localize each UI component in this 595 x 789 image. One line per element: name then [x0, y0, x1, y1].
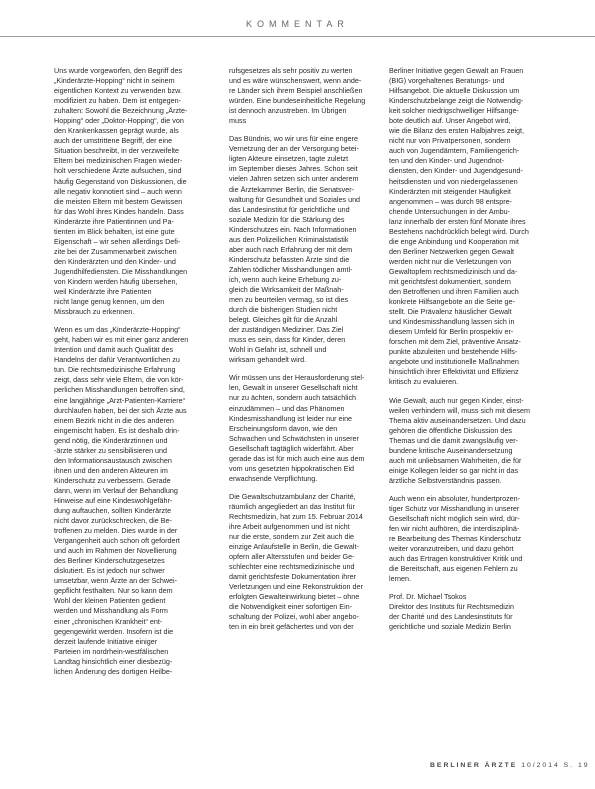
text-line: keit solcher niedrigschwelliger Hilfsange- [389, 106, 519, 116]
text-line: gerade das ist für mich auch eine aus dem [229, 453, 365, 463]
text-line: und auch im Rahmen der Novellierung [54, 546, 177, 556]
text-line: Eltern bei medizinischen Fragen wieder- [54, 156, 183, 166]
text-line: ihre Arbeit aufgenommen und ist nicht [229, 522, 350, 532]
text-line: Berliner Initiative gegen Gewalt an Frauen [389, 66, 524, 75]
text-line: lichen Änderung des dortigen Heilbe- [54, 666, 173, 676]
text-line: Wohl in Gefahr ist, schnell und [229, 345, 327, 355]
text-line: nur zu ächten, sondern auch tatsächlich [229, 393, 357, 403]
text-line: troffenen zu melden. Dies wurde in der [54, 526, 178, 536]
text-line: Kinderschutzbelange zeigt die Notwendig- [389, 96, 524, 106]
author-affiliation-line: der Charité und des Landesinstituts für [389, 612, 513, 622]
text-line: holt verschiedene Ärzte aufsuchen, sind [54, 166, 182, 176]
text-line: tun. Die rechtsmedizinische Erfahrung [54, 365, 176, 375]
text-line: angebote und institutionelle Maßnahmen [389, 357, 519, 367]
text-line: Vergangenheit auch schon oft gefordert [54, 536, 180, 546]
text-line: den Informationsaustausch zwischen [54, 455, 172, 465]
text-line: muss [229, 116, 247, 126]
text-line: (BIG) vorgehaltenes Beratungs- und [389, 76, 505, 86]
text-line: von Kindern werden häufig übersehen, [54, 276, 178, 286]
text-line: Thema aktiv auseinandersetzen. Und dazu [389, 415, 526, 425]
text-line: kritisch zu evaluieren. [389, 377, 459, 387]
text-line: gend nötig, die Kinderärztinnen und [54, 435, 168, 445]
text-line: nicht lange genug kennen, um den [54, 297, 165, 307]
publication-title: BERLINER ÄRZTE [430, 762, 518, 769]
author-affiliation-line: gerichtliche und soziale Medizin Berlin [389, 622, 511, 632]
text-line: belegt. Gleiches gilt für die Anzahl [229, 315, 338, 325]
text-line: Auch wenn ein absoluter, hundertprozen- [389, 493, 521, 503]
text-line: ligten Akteure einsetzen, tagte zuletzt [229, 154, 349, 164]
text-line: geht, haben wir es mit einer ganz anderen [54, 335, 189, 345]
paragraph [389, 494, 549, 584]
text-line: weiter voranzutreiben, und dazu gehört [389, 544, 514, 554]
text-line: würden. Eine bundeseinheitliche Regelung [229, 96, 366, 106]
text-line: durch die bisherigen Studien nicht [229, 305, 338, 315]
text-line: Kindesmisshandlung ist leider nur eine [229, 413, 353, 423]
column-1 [54, 66, 212, 685]
text-line: alle negativ konnotiert sind – auch wenn [54, 186, 182, 196]
text-line: eingemischt haben. Es ist deshalb drin- [54, 425, 180, 435]
text-line: die Notwendigkeit einer sofortigen Ein- [229, 602, 353, 612]
text-line: Missbrauch zu erkennen. [54, 307, 135, 317]
author-affiliation-line: Direktor des Instituts für Rechtsmedizin [389, 602, 515, 612]
author-name: Prof. Dr. Michael Tsokos [389, 592, 467, 602]
text-line: erfolgten Gewalteinwirkung bietet – ohne [229, 592, 360, 602]
text-line: schaltung der Polizei, wohl aber angebo- [229, 612, 359, 622]
text-line: soziale Medizin für die Stärkung des [229, 214, 345, 224]
text-line: umsetzbar, wenn Ärzte an der Schwei- [54, 576, 178, 586]
text-line: und es wäre wünschenswert, wenn ande- [229, 76, 362, 86]
text-line: Uns wurde vorgeworfen, den Begriff des [54, 66, 183, 75]
text-line: die Bereitschaft, aus eigenen Fehlern zu [389, 564, 518, 574]
text-line: nicht davor zurückschrecken, die Be- [54, 516, 172, 526]
text-line: des Berliner Kinderschutzgesetzes [54, 556, 165, 566]
text-line: -ärzte stärker zu sensibilisieren und [54, 445, 168, 455]
text-line: Gesellschaft tagtäglich widerfährt. Aber [229, 443, 354, 453]
text-line: men zu beurteilen vermag, so ist dies [229, 295, 349, 305]
text-line: Wenn es um das „Kinderärzte-Hopping“ [54, 325, 181, 335]
text-line: einige Kollegen leider so gar nicht in das [389, 465, 519, 475]
text-line: einem Bezirk nicht in die des anderen [54, 415, 174, 425]
text-line: Eigenschaft – wir sehen allerdings Defi- [54, 236, 181, 246]
text-line: das Landesinstitut für gerichtliche und [229, 204, 350, 214]
column-2 [229, 66, 387, 641]
text-line: weilen verhindern will, muss sich mit diesem [389, 405, 531, 415]
text-line: heitsdiensten und von niedergelassenen [389, 176, 518, 186]
author-block [389, 592, 549, 632]
text-line: gehören die öffentliche Diskussion des [389, 425, 512, 435]
text-line: Zahlen tödlicher Misshandlungen amtl- [229, 264, 353, 274]
text-line: werden und Misshandlung als Form [54, 606, 168, 616]
text-line: zite bei der Zusammenarbeit zwischen [54, 246, 177, 256]
text-line: Rechtsmedizin, hat zum 15. Februar 2014 [229, 511, 363, 521]
text-line: auch das Ertragen konstruktiver Kritik und [389, 554, 523, 564]
text-line: den Krankenkassen geprägt wurde, als [54, 126, 179, 136]
paragraph [389, 66, 549, 388]
text-line: gegengewirkt werden. Insofern ist die [54, 626, 174, 636]
text-line: für das Wohl ihres Kindes handeln. Dass [54, 206, 184, 216]
text-line: ist dennoch anzustreben. Im Übrigen [229, 106, 347, 116]
text-line: die meisten Eltern mit bestem Gewissen [54, 196, 183, 206]
text-line: Kinderärzte ihre Patientinnen und Pa- [54, 216, 174, 226]
text-line: der zuständigen Mediziner. Das Ziel [229, 325, 344, 335]
text-line: vielen Jahren setzen sich unter anderem [229, 174, 359, 184]
text-line: Handelns der dafür Verantwortlichen zu [54, 355, 180, 365]
text-line: dann, wenn im Verlauf der Behandlung [54, 485, 178, 495]
text-line: ten in ein breit gefächertes und von der [229, 622, 354, 632]
text-line: auch der umstrittene Begriff, der eine [54, 136, 173, 146]
text-line: damit gerichtsfeste Dokumentation ihrer [229, 572, 357, 582]
text-line: Gewaltopfern rechtsmedizinisch und da- [389, 266, 518, 276]
text-line: fen wir nicht aufhören, die interdisziplinä- [389, 524, 520, 534]
text-line: Themas und die damit zwangsläufig ver- [389, 435, 519, 445]
text-line: auch von Jugendämtern, Familiengerich- [389, 146, 520, 156]
text-line: häufig Gegenstand von Diskussionen, die [54, 176, 187, 186]
text-line: die enge Anbindung und Kooperation mit [389, 236, 519, 246]
text-line: punkte abzuleiten und bestehende Hilfs- [389, 347, 518, 357]
text-line: einer „chronischen Krankheit“ ent- [54, 616, 163, 626]
text-line: Landtag hinsichtlich einer diesbezüg- [54, 656, 173, 666]
paragraph [229, 373, 387, 484]
text-line: zeigt, dass sehr viele Eltern, die von kör- [54, 375, 184, 385]
text-line: und Kindesmisshandlung lassen sich in [389, 317, 515, 327]
text-line: nicht nur von Privatpersonen, sondern [389, 136, 511, 146]
text-line: wirksam gehandelt wird. [229, 355, 307, 365]
text-line: modifiziert zu haben. Dem ist entgegen- [54, 96, 182, 106]
text-line: Schwachen und Schwächsten in unserer [229, 433, 359, 443]
text-line: gepflicht festhalten. Nur so kann dem [54, 586, 173, 596]
text-line: chende Untersuchungen in der Ambu- [389, 206, 511, 216]
text-line: erwachsende Verpflichtung. [229, 473, 318, 483]
text-line: angenommen – was durch 98 entspre- [389, 196, 513, 206]
text-line: den Berliner Netzwerken gegen Gewalt [389, 246, 515, 256]
text-line: Kinderschutz befassten Ärzte sind die [229, 254, 350, 264]
text-line: tienten im Blick behalten, ist eine gute [54, 226, 175, 236]
text-line: ten und den Kinder- und Jugendnot- [389, 156, 505, 166]
text-line: bote deutlich auf. Unser Angebot wird, [389, 116, 511, 126]
text-line: re Bearbeitung des Themas Kinderschutz [389, 534, 522, 544]
text-line: werden nicht nur die Verletzungen von [389, 256, 512, 266]
text-line: diensten, den Kinder- und Jugendgesund- [389, 166, 523, 176]
text-line: die Ärztekammer Berlin, die Senatsver- [229, 184, 355, 194]
page-footer [430, 762, 590, 769]
text-line: stellt. Die Prävalenz häuslicher Gewalt [389, 307, 512, 317]
text-line: Wie Gewalt, auch nur gegen Kinder, einst- [389, 395, 524, 405]
text-line: Kinderschutz zu verbessern. Gerade [54, 475, 171, 485]
text-line: aus den Polizeilichen Kriminalstatistik [229, 234, 349, 244]
text-line: muss es sein, dass für Kinder, deren [229, 335, 346, 345]
text-line: durchlaufen haben, bei der sich Ärzte aus [54, 405, 187, 415]
text-line: Gesellschaft nicht möglich sein wird, dür- [389, 514, 520, 524]
paragraph [229, 134, 387, 365]
text-line: ich, wenn auch keine Erhebung zu- [229, 274, 342, 284]
paragraph [54, 325, 212, 677]
text-line: aber auch nach Erfahrung der mit dem [229, 244, 353, 254]
text-line: räumlich angegliedert an das Institut für [229, 501, 355, 511]
text-line: len, Gewalt in unserer Gesellschaft nicht [229, 383, 358, 393]
text-line: Hopping“ oder „Doktor-Hopping“, die von [54, 116, 184, 126]
text-line: gleich die Wirksamkeit der Maßnah- [229, 284, 344, 294]
text-line: den Kinderärzten und den Kinder- und [54, 256, 176, 266]
text-line: einzudämmen – und das Phänomen [229, 403, 345, 413]
text-line: ärztliche Selbstverständnis passen. [389, 475, 502, 485]
text-line: einzige Anlaufstelle in Berlin, die Gewalt- [229, 542, 359, 552]
text-line: perlichen Misshandlungen betroffen sind, [54, 385, 185, 395]
text-line: Wir müssen uns der Herausforderung stel- [229, 373, 365, 383]
text-line: Jugendhilfediensten. Die Misshandlungen [54, 266, 188, 276]
paragraph [389, 396, 549, 486]
text-line: diskutiert. Es ist jedoch nur schwer [54, 566, 165, 576]
column-3 [389, 66, 549, 633]
text-line: rufsgesetzes als sehr positiv zu werten [229, 66, 353, 75]
text-line: Kinderärzten mit steigender Häufigkeit [389, 186, 511, 196]
section-heading: KOMMENTAR [246, 19, 349, 29]
text-line: lanz innerhalb der ersten fünf Monate ihres [389, 216, 526, 226]
text-line: Hinweise auf eine Kindeswohlgefähr- [54, 495, 173, 505]
text-line: auch mit unliebsamen Wahrheiten, die für [389, 455, 522, 465]
text-line: dung auftauchen, sollten Kinderärzte [54, 506, 172, 516]
text-line: forschen mit dem Ziel, präventive Ansatz- [389, 337, 521, 347]
paragraph [229, 492, 387, 633]
text-line: hinsichtlich ihrer Effektivität und Effizienz [389, 367, 519, 377]
text-line: nur die erste, sondern zur Zeit auch die [229, 532, 355, 542]
text-line: Bestehens nachdrücklich belegt wird. Durch [389, 226, 529, 236]
text-line: tiger Schutz vor Misshandlung in unserer [389, 503, 520, 513]
text-line: weil Kinderärzte ihre Patienten [54, 287, 152, 297]
text-line: derzeit laufende Initiative einiger [54, 636, 158, 646]
text-line: schlechter eine rechtsmedizinische und [229, 562, 355, 572]
text-line: lernen. [389, 574, 411, 584]
header-rule [0, 36, 595, 37]
text-line: eine langjährige „Arzt-Patienten-Karriere“ [54, 395, 186, 405]
text-line: Intention und damit auch Qualität des [54, 345, 174, 355]
text-line: eigentlichen Kontext zu verwenden bzw. [54, 86, 182, 96]
text-line: ihnen und den anderen Akteuren im [54, 465, 168, 475]
issue-page: 10/2014 S. 19 [521, 762, 590, 769]
text-line: Kinderschutzes ein. Nach Informationen [229, 224, 357, 234]
text-line: bundene kritische Auseinandersetzung [389, 445, 513, 455]
text-line: Situation beschreibt, in der verzweifelte [54, 146, 180, 156]
text-line: im September dieses Jahres. Schon seit [229, 164, 358, 174]
text-line: waltung für Gesundheit und Soziales und [229, 194, 361, 204]
text-line: diesem Umfeld für Berlin prospektiv er- [389, 327, 514, 337]
text-line: opfern aller Altersstufen und beider Ge- [229, 552, 355, 562]
paragraph [54, 66, 212, 317]
text-line: den Betroffenen und ihren Familien auch [389, 287, 519, 297]
text-line: Das Bündnis, wo wir uns für eine engere [229, 134, 359, 144]
text-line: Wohl der kleinen Patienten gedient [54, 596, 166, 606]
text-line: wie die Bilanz des ersten Halbjahres zeigt, [389, 126, 525, 136]
text-line: zuhalten: Sowohl die Bezeichnung „Ärzte- [54, 106, 188, 116]
paragraph [229, 66, 387, 126]
text-line: Verletzungen und eine Rekonstruktion der [229, 582, 363, 592]
text-line: Erscheinungsform davon, wie den [229, 423, 338, 433]
text-line: vom uns gesetzten hippokratischen Eid [229, 463, 355, 473]
text-line: mit gerichtsfest dokumentiert, sondern [389, 276, 511, 286]
text-line: Die Gewaltschutzambulanz der Charité, [229, 491, 356, 501]
text-line: Hilfsangebot. Die aktuelle Diskussion um [389, 86, 520, 96]
text-line: Vernetzung der an der Versorgung betei- [229, 144, 359, 154]
text-line: konkrete Hilfsangebote an die Seite ge- [389, 297, 515, 307]
text-line: Parteien im nordrhein-westfälischen [54, 646, 169, 656]
text-line: re Länder sich ihrem Beispiel anschließen [229, 86, 363, 96]
text-line: „Kinderärzte-Hopping“ nicht in seinem [54, 76, 175, 86]
